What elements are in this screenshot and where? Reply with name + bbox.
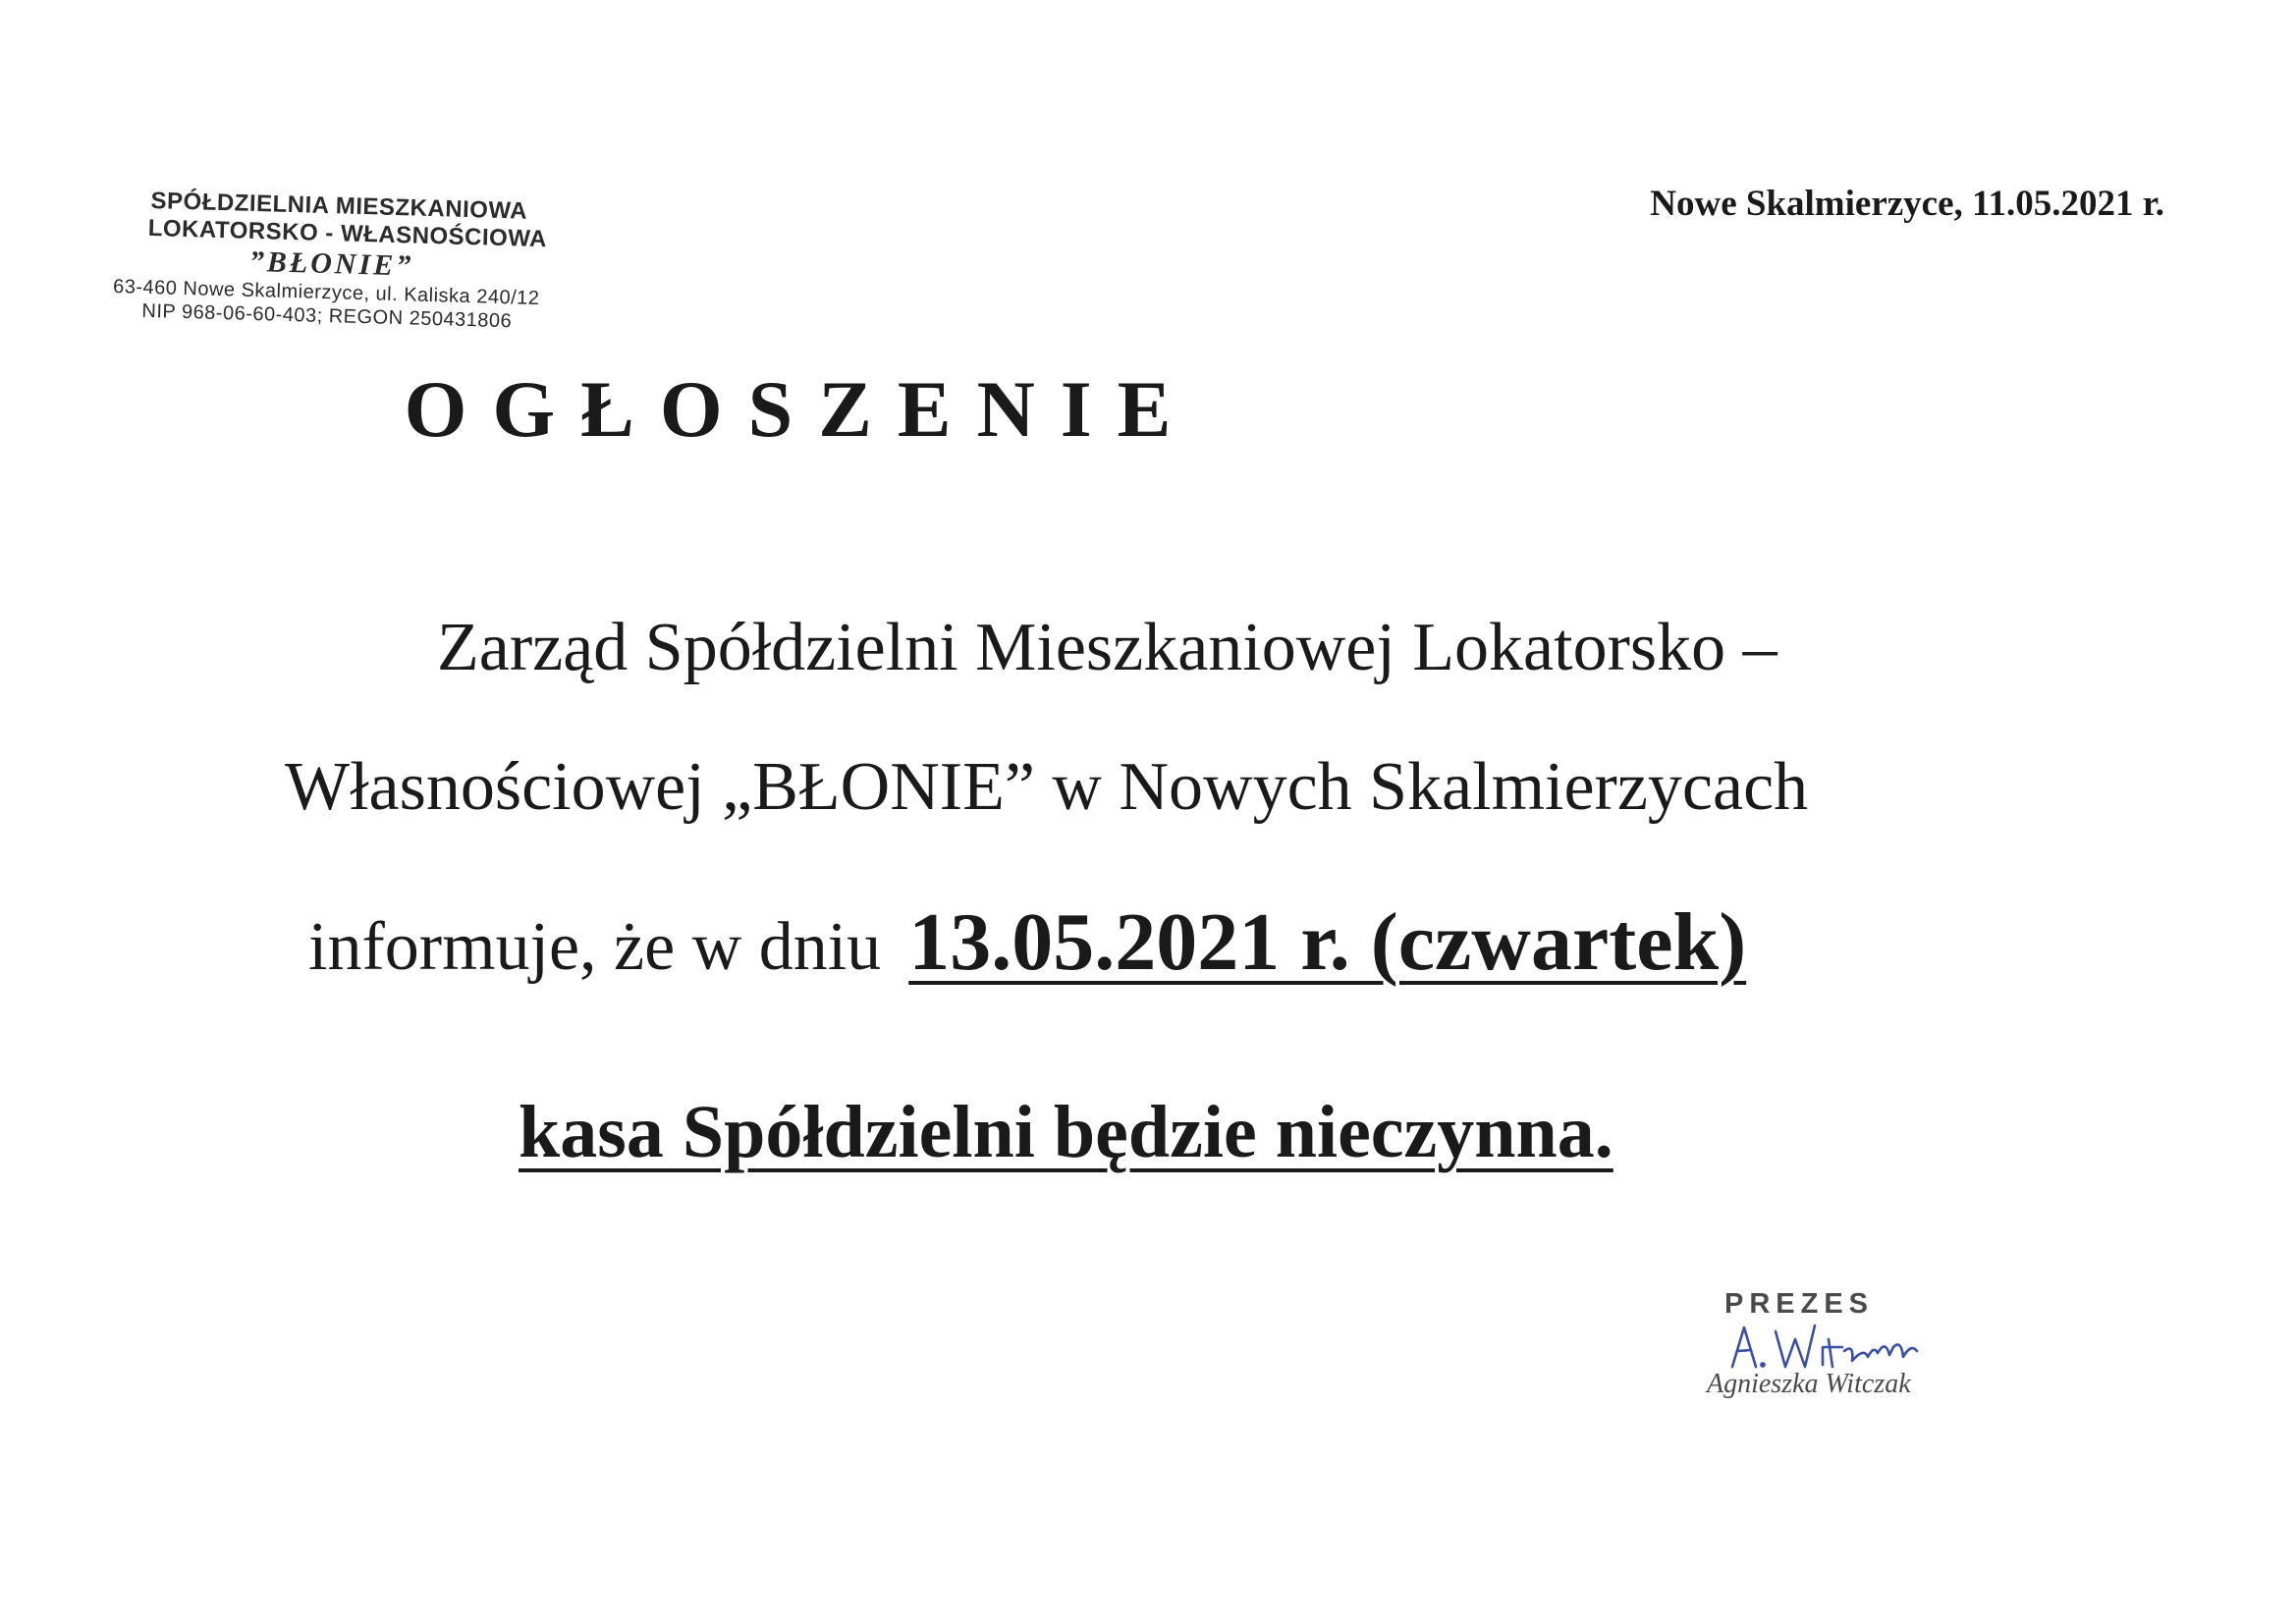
president-signature-block (1707, 1288, 1962, 1416)
cooperative-stamp (112, 187, 577, 335)
closure-notice: kasa Spółdzielni będzie nieczynna. (519, 1091, 1613, 1173)
stamp-line-1: SPÓŁDZIELNIA MIESZKANIOWA (150, 188, 528, 225)
stamp-address: 63-460 Nowe Skalmierzyce, ul. Kaliska 240/12 (112, 275, 540, 310)
body-line-3-prefix: informuje, że w dniu (308, 909, 882, 985)
handwritten-signature (1721, 1318, 1956, 1377)
stamp-line-2: LOKATORSKO - WŁASNOŚCIOWA (147, 214, 548, 253)
body-line-2: Własnościowej „BŁONIE” w Nowych Skalmierzycach (285, 749, 1809, 825)
stamp-line-3: ”BŁONIE” (248, 244, 414, 283)
signature-stroke-a (1732, 1327, 1756, 1367)
signature-stroke-w (1776, 1326, 1815, 1367)
president-role-label: PREZES (1724, 1288, 1875, 1320)
president-name: Agnieszka Witczak (1707, 1369, 1911, 1399)
stamp-tax-ids: NIP 968-06-60-403; REGON 250431806 (141, 299, 513, 333)
body-line-1: Zarząd Spółdzielni Mieszkaniowej Lokatorsko – (437, 610, 1777, 685)
signature-stroke-rest (1823, 1339, 1917, 1367)
closure-date: 13.05.2021 r. (czwartek) (908, 896, 1747, 988)
body-line-3 (308, 896, 1747, 988)
signature-dot (1761, 1363, 1764, 1366)
place-and-date: Nowe Skalmierzyce, 11.05.2021 r. (1650, 184, 2164, 224)
page-title: OGŁOSZENIE (404, 364, 1197, 454)
